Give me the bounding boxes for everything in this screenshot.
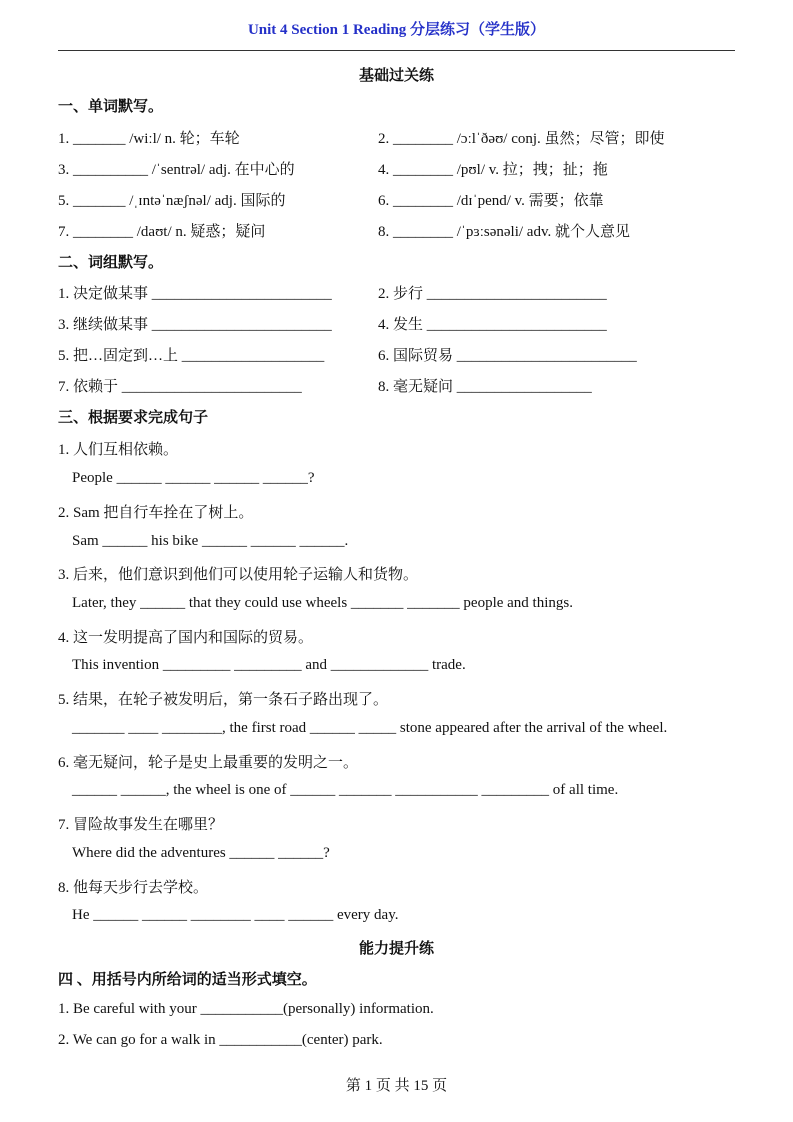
sentence-prompt: 6. 毫无疑问，轮子是史上最重要的发明之一。 [58, 755, 359, 771]
word-item: 6. ________ /dɪˈpend/ v. 需要；依靠 [378, 193, 604, 209]
sentence-answer: People ______ ______ ______ ______? [72, 470, 315, 486]
sentence-prompt: 5. 结果，在轮子被发明后，第一条石子路出现了。 [58, 692, 389, 708]
phrase-item: 2. 步行 ________________________ [378, 286, 607, 302]
sentence-answer: Later, they ______ that they could use wheels _______ _______ people and things. [72, 595, 573, 611]
header-title: Unit 4 Section 1 Reading 分层练习（学生版） [247, 22, 546, 38]
sentence-answer: ______ ______, the wheel is one of ______ _______ ___________ _________ of all time. [72, 782, 619, 798]
word-item: 3. __________ /ˈsentrəl/ adj. 在中心的 [58, 162, 295, 178]
section-3-heading: 三、根据要求完成句子 [58, 410, 209, 426]
phrase-item: 7. 依赖于 ________________________ [58, 379, 302, 395]
sentence-prompt: 3. 后来，他们意识到他们可以使用轮子运输人和货物。 [58, 567, 419, 583]
word-item: 7. ________ /daʊt/ n. 疑惑；疑问 [58, 224, 266, 240]
fill-item: 1. Be careful with your ___________(personally) information. [58, 1001, 434, 1017]
page-footer: 第 1 页 共 15 页 [345, 1078, 448, 1094]
section-2-heading: 二、词组默写。 [58, 255, 164, 271]
word-item: 5. _______ /ˌɪntəˈnæʃnəl/ adj. 国际的 [58, 193, 286, 209]
word-item: 4. ________ /pʊl/ v. 拉；拽；扯；拖 [378, 162, 608, 178]
section-4-heading: 四 、用括号内所给词的适当形式填空。 [58, 972, 317, 988]
phrase-item: 4. 发生 ________________________ [378, 317, 607, 333]
phrase-item: 3. 继续做某事 ________________________ [58, 317, 332, 333]
sentence-prompt: 2. Sam 把自行车拴在了树上。 [58, 505, 254, 521]
document-header [58, 18, 735, 51]
word-item: 1. _______ /wiːl/ n. 轮；车轮 [58, 131, 240, 147]
word-item: 2. ________ /ɔːlˈðəʊ/ conj. 虽然；尽管；即使 [378, 131, 665, 147]
fill-item: 2. We can go for a walk in ___________(center) park. [58, 1032, 383, 1048]
sentence-prompt: 4. 这一发明提高了国内和国际的贸易。 [58, 630, 314, 646]
section-1-heading: 一、单词默写。 [58, 99, 164, 115]
ability-practice-title: 能力提升练 [358, 941, 434, 957]
sentence-prompt: 7. 冒险故事发生在哪里？ [58, 817, 224, 833]
sentence-answer: Where did the adventures ______ ______? [72, 845, 330, 861]
phrase-item: 6. 国际贸易 ________________________ [378, 348, 637, 364]
basic-practice-title: 基础过关练 [358, 68, 434, 84]
sentence-prompt: 8. 他每天步行去学校。 [58, 880, 209, 896]
sentence-answer: _______ ____ ________, the first road ______ _____ stone appeared after the arrival of the wheel. [72, 720, 668, 736]
phrase-item: 8. 毫无疑问 __________________ [378, 379, 592, 395]
word-item: 8. ________ /ˈpɜːsənəli/ adv. 就个人意见 [378, 224, 630, 240]
sentence-answer: This invention _________ _________ and _____________ trade. [72, 657, 466, 673]
sentence-prompt: 1. 人们互相依赖。 [58, 442, 179, 458]
sentence-answer: He ______ ______ ________ ____ ______ every day. [72, 907, 399, 923]
sentence-answer: Sam ______ his bike ______ ______ ______. [72, 533, 349, 549]
phrase-item: 5. 把…固定到…上 ___________________ [58, 348, 325, 364]
phrase-item: 1. 决定做某事 ________________________ [58, 286, 332, 302]
